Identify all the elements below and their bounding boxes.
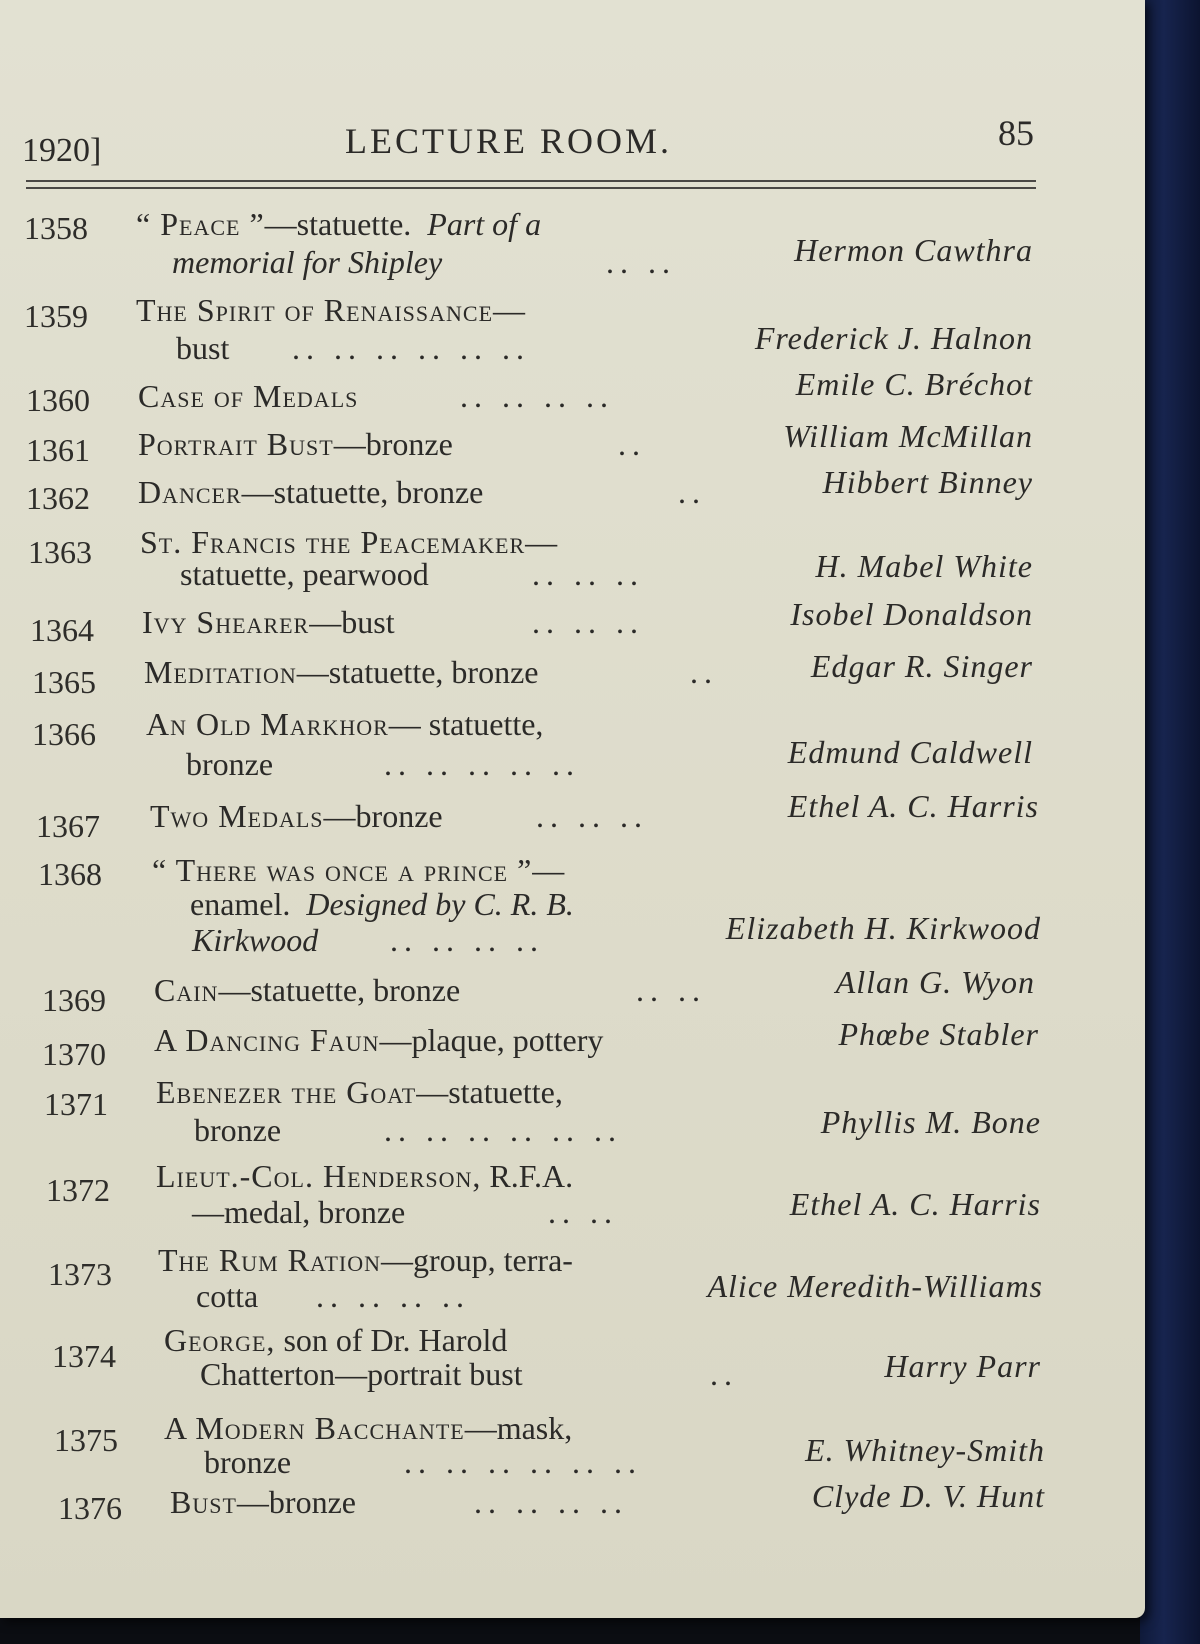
- entry-title: Ebenezer the Goat: [156, 1074, 417, 1110]
- entry-line-1: [136, 292, 525, 329]
- entry-number: 1365: [32, 664, 96, 700]
- entry-description: —bronze: [323, 798, 443, 834]
- entry-number: 1360: [26, 382, 90, 418]
- entry-title: Ivy Shearer: [142, 604, 310, 640]
- entry-number: 1374: [52, 1338, 116, 1374]
- entry-title: Meditation: [144, 654, 297, 690]
- entry-note: Designed by C. R. B.: [306, 886, 574, 922]
- entry-leader-dots: ..: [710, 1356, 738, 1392]
- entry-line-3: Kirkwood: [192, 922, 319, 958]
- entry-artist: Ethel A. C. Harris: [789, 1186, 1041, 1222]
- entry-line-1: [154, 972, 460, 1009]
- entry-leader-dots: .. .. ..: [532, 556, 644, 592]
- entry-title: Two Medals: [150, 798, 324, 834]
- entry-description: —statuette, bronze: [218, 972, 461, 1008]
- entry-description: —mask,: [464, 1410, 573, 1446]
- entry-leader-dots: .. .. .. .. .. ..: [404, 1444, 642, 1480]
- entry-leader-dots: .. .. .. .. ..: [384, 746, 580, 782]
- entry-line-1: [142, 604, 395, 641]
- entry-line-2: —medal, bronze: [192, 1194, 406, 1230]
- entry-line-2: bronze: [204, 1444, 292, 1480]
- header-title: LECTURE ROOM.: [345, 121, 672, 161]
- entry-title: Cain: [154, 972, 219, 1008]
- entry-number: 1361: [26, 432, 90, 468]
- entry-description: —: [525, 524, 558, 560]
- entry-description: —statuette, bronze: [241, 474, 484, 510]
- entry-leader-dots: ..: [690, 654, 718, 690]
- entry-line-1: [154, 1022, 603, 1059]
- entry-artist: Phyllis M. Bone: [820, 1104, 1041, 1140]
- entry-number: 1359: [24, 298, 88, 334]
- entry-artist: H. Mabel White: [815, 548, 1033, 584]
- entry-title: The Spirit of Renaissance: [136, 292, 494, 328]
- entry-description: —plaque, pottery: [379, 1022, 604, 1058]
- entry-artist: Edmund Caldwell: [787, 734, 1033, 770]
- entry-artist: Hibbert Binney: [822, 464, 1033, 500]
- entry-medium: enamel.: [190, 886, 291, 922]
- entry-line-2: Chatterton—portrait bust: [200, 1356, 523, 1392]
- entry-leader-dots: .. .. .. ..: [474, 1484, 628, 1520]
- entry-leader-dots: .. .. .. .. .. ..: [384, 1112, 622, 1148]
- entry-artist: Ethel A. C. Harris: [787, 788, 1039, 824]
- entry-title: An Old Markhor: [146, 706, 389, 742]
- entry-line-1: [156, 1158, 573, 1195]
- entry-description: son of Dr. Harold: [275, 1322, 508, 1358]
- entry-description: —group, terra-: [381, 1242, 573, 1278]
- entry-title: Lieut.-Col. Henderson,: [156, 1158, 482, 1194]
- entry-line-1: [170, 1484, 356, 1521]
- entry-line-2: cotta: [196, 1278, 259, 1314]
- entry-leader-dots: .. .. .. .. .. ..: [292, 330, 530, 366]
- entry-artist: Frederick J. Halnon: [754, 320, 1033, 356]
- entry-description: —statuette,: [416, 1074, 563, 1110]
- entry-number: 1370: [42, 1036, 106, 1072]
- entry-number: 1375: [54, 1422, 118, 1458]
- entry-line-1: [156, 1074, 563, 1111]
- entry-title: A Modern Bacchante: [164, 1410, 465, 1446]
- entry-number: 1366: [32, 716, 96, 752]
- entry-line-2: bronze: [194, 1112, 282, 1148]
- entry-title: Portrait Bust: [138, 426, 334, 462]
- entry-description: —bust: [309, 604, 395, 640]
- entry-title: George,: [164, 1322, 276, 1358]
- entry-line-2: bronze: [186, 746, 274, 782]
- entry-leader-dots: ..: [678, 474, 706, 510]
- entry-artist: Allan G. Wyon: [835, 964, 1035, 1000]
- entry-line-1: [138, 426, 453, 463]
- entry-artist: Isobel Donaldson: [790, 596, 1033, 632]
- entry-line-2: statuette, pearwood: [180, 556, 429, 592]
- entry-line-2: bust: [176, 330, 230, 366]
- entry-line-1: [146, 706, 543, 743]
- entry-title: Dancer: [138, 474, 242, 510]
- entry-line-1: [164, 1410, 572, 1447]
- entry-line-1: [150, 798, 443, 835]
- entry-title: Case of Medals: [138, 378, 359, 414]
- entry-description: —: [493, 292, 526, 328]
- entry-title: St. Francis the Peacemaker: [140, 524, 526, 560]
- entry-line-1: [144, 654, 538, 691]
- entry-description: —: [532, 852, 565, 888]
- entry-leader-dots: .. ..: [606, 244, 676, 280]
- entry-number: 1363: [28, 534, 92, 570]
- entry-description: —statuette, bronze: [296, 654, 539, 690]
- entry-leader-dots: .. .. .. ..: [390, 922, 544, 958]
- entry-leader-dots: .. .. ..: [536, 798, 648, 834]
- entry-artist: Clyde D. V. Hunt: [811, 1478, 1045, 1514]
- entry-line-1: [164, 1322, 507, 1359]
- entry-artist: Elizabeth H. Kirkwood: [725, 910, 1041, 946]
- entry-artist: Alice Meredith-Williams: [707, 1268, 1043, 1304]
- entry-artist: Edgar R. Singer: [810, 648, 1033, 684]
- entry-title: “ Peace ”: [136, 206, 265, 242]
- entry-number: 1371: [44, 1086, 108, 1122]
- entry-number: 1362: [26, 480, 90, 516]
- entry-leader-dots: ..: [618, 426, 646, 462]
- page-number: 85: [998, 113, 1034, 153]
- entry-number: 1358: [24, 210, 88, 246]
- entry-number: 1367: [36, 808, 100, 844]
- entry-line-1: [136, 206, 541, 243]
- entry-leader-dots: .. .. .. ..: [460, 378, 614, 414]
- entry-line-2: memorial for Shipley: [172, 244, 443, 280]
- entry-number: 1364: [30, 612, 94, 648]
- entry-note: Part of a: [427, 206, 542, 242]
- entry-title: A Dancing Faun: [154, 1022, 380, 1058]
- entry-description: —bronze: [333, 426, 453, 462]
- entry-description: R.F.A.: [481, 1158, 574, 1194]
- entry-number: 1372: [46, 1172, 110, 1208]
- header-year: 1920]: [22, 132, 102, 169]
- entry-number: 1368: [38, 856, 102, 892]
- entry-number: 1376: [58, 1490, 122, 1526]
- entry-leader-dots: .. ..: [548, 1194, 618, 1230]
- entry-artist: Phœbe Stabler: [838, 1016, 1039, 1052]
- entry-description: —bronze: [236, 1484, 356, 1520]
- entry-number: 1373: [48, 1256, 112, 1292]
- entry-artist: E. Whitney-Smith: [805, 1432, 1045, 1468]
- entry-line-2: [190, 886, 574, 923]
- entry-number: 1369: [42, 982, 106, 1018]
- entry-line-1: [138, 474, 483, 511]
- entry-leader-dots: .. ..: [636, 972, 706, 1008]
- entry-title: “ There was once a prince ”: [152, 852, 533, 888]
- entry-artist: Harry Parr: [884, 1348, 1041, 1384]
- entry-title: Bust: [170, 1484, 237, 1520]
- entry-line-1: [158, 1242, 573, 1279]
- entry-title: The Rum Ration: [158, 1242, 381, 1278]
- entry-line-1: [152, 852, 564, 889]
- entry-artist: Emile C. Bréchot: [795, 366, 1033, 402]
- entry-leader-dots: .. .. .. ..: [316, 1278, 470, 1314]
- entry-artist: William McMillan: [783, 418, 1033, 454]
- entry-leader-dots: .. .. ..: [532, 604, 644, 640]
- book-spine: [1140, 0, 1200, 1644]
- entry-description: — statuette,: [388, 706, 544, 742]
- entry-artist: Hermon Cawthra: [794, 232, 1033, 268]
- entry-description: —statuette.: [264, 206, 412, 242]
- entry-line-1: [138, 378, 358, 415]
